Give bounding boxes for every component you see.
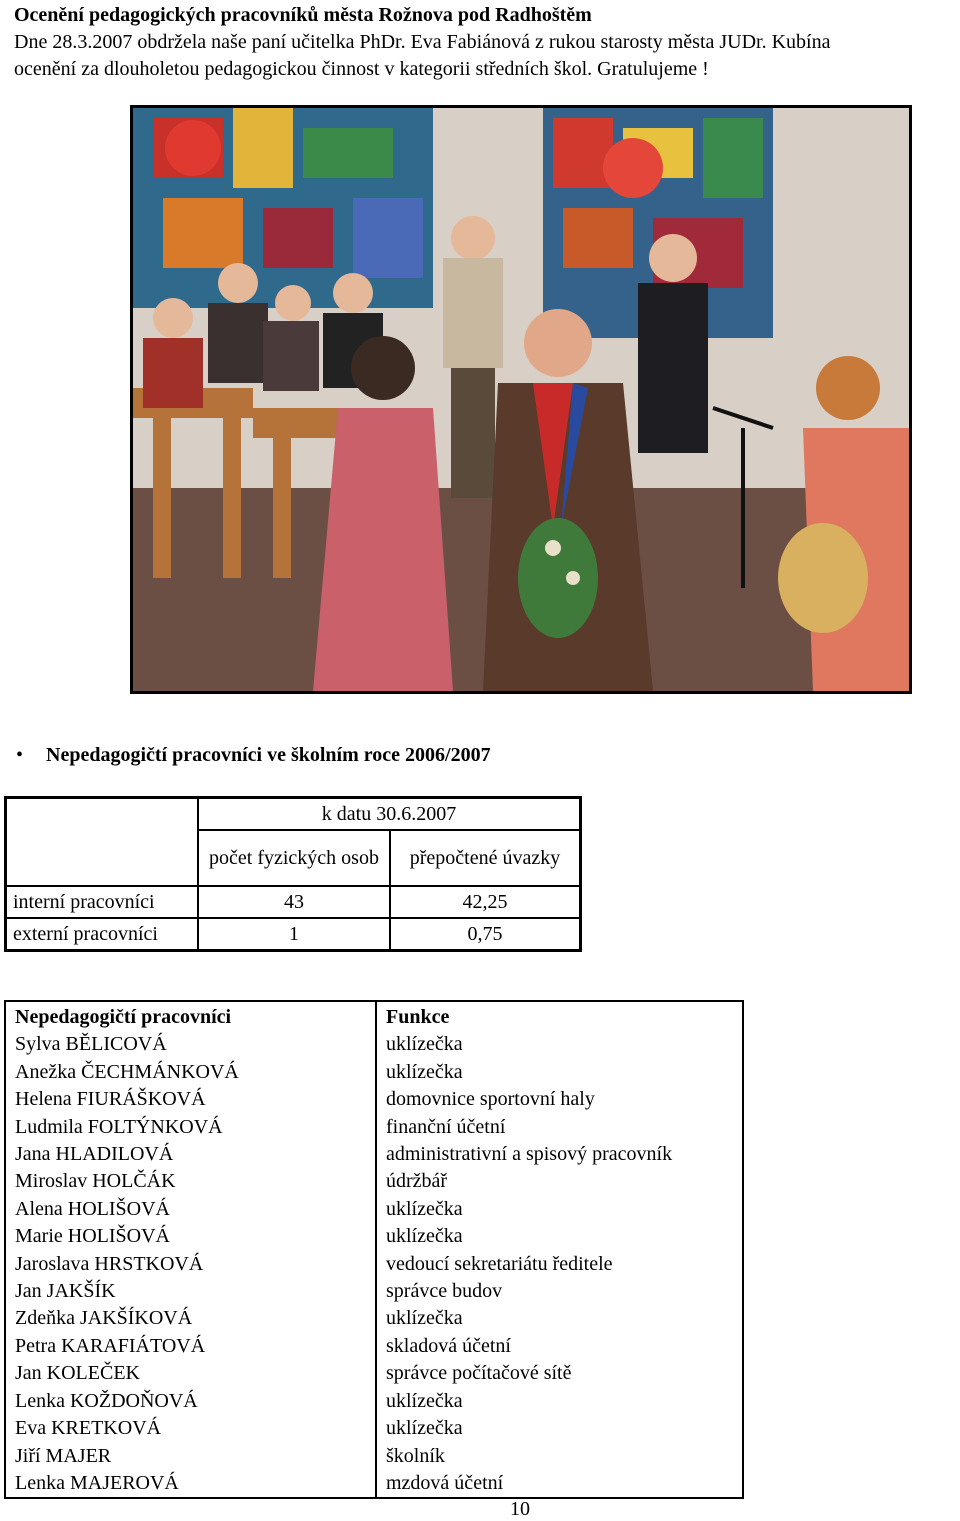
staff-header-name: Nepedagogičtí pracovníci <box>5 1001 376 1031</box>
staff-name: Jan JAKŠÍK <box>5 1278 376 1305</box>
staff-role: uklízečka <box>386 1197 463 1220</box>
stats-corner-cell <box>6 798 199 887</box>
staff-role: vedoucí sekretariátu ředitele <box>386 1252 613 1275</box>
table-row <box>5 1333 743 1360</box>
staff-name: Zdeňka JAKŠÍKOVÁ <box>5 1305 376 1332</box>
staff-role: skladová účetní <box>386 1334 511 1357</box>
staff-name: Jiří MAJER <box>5 1443 376 1470</box>
stats-header-fte: přepočtené úvazky <box>390 830 581 886</box>
table-row <box>5 1031 743 1058</box>
staff-role: mzdová účetní <box>386 1471 504 1494</box>
staff-role: finanční účetní <box>386 1115 506 1138</box>
stats-header-persons: počet fyzických osob <box>198 830 390 886</box>
staff-role: uklízečka <box>386 1033 463 1056</box>
award-ceremony-photo <box>130 105 912 694</box>
staff-name: Anežka ČECHMÁNKOVÁ <box>5 1059 376 1086</box>
staff-role: uklízečka <box>386 1389 463 1412</box>
photographer <box>443 216 503 498</box>
staff-stats-table <box>4 796 582 952</box>
stats-row-persons: 43 <box>198 886 390 918</box>
stats-date-label: k datu 30.6.2007 <box>198 798 581 831</box>
staff-name: Ludmila FOLTÝNKOVÁ <box>5 1114 376 1141</box>
staff-role: správce budov <box>386 1280 503 1303</box>
staff-name: Jan KOLEČEK <box>5 1360 376 1387</box>
stats-row-fte: 0,75 <box>390 918 581 951</box>
staff-name: Eva KRETKOVÁ <box>5 1415 376 1442</box>
table-row <box>5 1360 743 1387</box>
staff-role: uklízečka <box>386 1225 463 1248</box>
stained-glass-window-left <box>133 108 433 308</box>
page-number: 10 <box>510 1498 530 1520</box>
staff-name: Marie HOLIŠOVÁ <box>5 1223 376 1250</box>
staff-name: Helena FIURÁŠKOVÁ <box>5 1086 376 1113</box>
table-row <box>5 1305 743 1332</box>
article-intro <box>14 2 960 83</box>
article-text-line-2: ocenění za dlouholetou pedagogickou činnost v kategorii středních škol. Gratulujeme ! <box>14 58 709 80</box>
section-heading <box>14 744 491 767</box>
table-row <box>5 1196 743 1223</box>
staff-role: školník <box>386 1444 445 1467</box>
staff-name: Lenka MAJEROVÁ <box>5 1470 376 1498</box>
staff-header-role: Funkce <box>386 1006 450 1028</box>
stats-row-persons: 1 <box>198 918 390 951</box>
stats-row-label: externí pracovníci <box>6 918 199 951</box>
bullet-glyph: • <box>16 744 24 766</box>
staff-name: Miroslav HOLČÁK <box>5 1168 376 1195</box>
table-row <box>5 1443 743 1470</box>
staff-name: Jana HLADILOVÁ <box>5 1141 376 1168</box>
article-text-line-1: Dne 28.3.2007 obdržela naše paní učitelka PhDr. Eva Fabiánová z rukou starosty města JUDr. Kubína <box>14 31 831 53</box>
staff-name: Sylva BĚLICOVÁ <box>5 1031 376 1058</box>
table-row <box>5 1223 743 1250</box>
table-row <box>5 1470 743 1498</box>
staff-role: uklízečka <box>386 1417 463 1440</box>
section-heading-text: Nepedagogičtí pracovníci ve školním roce 2006/2007 <box>46 744 491 766</box>
table-row <box>5 1141 743 1168</box>
table-row <box>5 1168 743 1195</box>
staff-name: Petra KARAFIÁTOVÁ <box>5 1333 376 1360</box>
staff-role: údržbář <box>386 1170 448 1193</box>
table-row <box>5 1278 743 1305</box>
staff-role: správce počítačové sítě <box>386 1362 572 1385</box>
stats-row <box>6 918 581 951</box>
flower-bouquet <box>518 518 598 638</box>
staff-header-row <box>5 1001 743 1031</box>
staff-list-table <box>4 1000 744 1499</box>
table-row <box>5 1251 743 1278</box>
stats-row <box>6 886 581 918</box>
stats-row-fte: 42,25 <box>390 886 581 918</box>
table-row <box>5 1086 743 1113</box>
staff-role: uklízečka <box>386 1307 463 1330</box>
table-row <box>5 1059 743 1086</box>
staff-name: Jaroslava HRSTKOVÁ <box>5 1251 376 1278</box>
staff-role: administrativní a spisový pracovník <box>386 1143 673 1166</box>
table-row <box>5 1388 743 1415</box>
stats-row-label: interní pracovníci <box>6 886 199 918</box>
table-row <box>5 1415 743 1442</box>
staff-name: Alena HOLIŠOVÁ <box>5 1196 376 1223</box>
award-ceremony-illustration <box>133 108 909 691</box>
article-title: Ocenění pedagogických pracovníků města Rožnova pod Radhoštěm <box>14 4 592 26</box>
staff-role: uklízečka <box>386 1060 463 1083</box>
table-row <box>5 1114 743 1141</box>
staff-name: Lenka KOŽDOŇOVÁ <box>5 1388 376 1415</box>
stats-date-row <box>6 798 581 831</box>
staff-role: domovnice sportovní haly <box>386 1088 595 1111</box>
